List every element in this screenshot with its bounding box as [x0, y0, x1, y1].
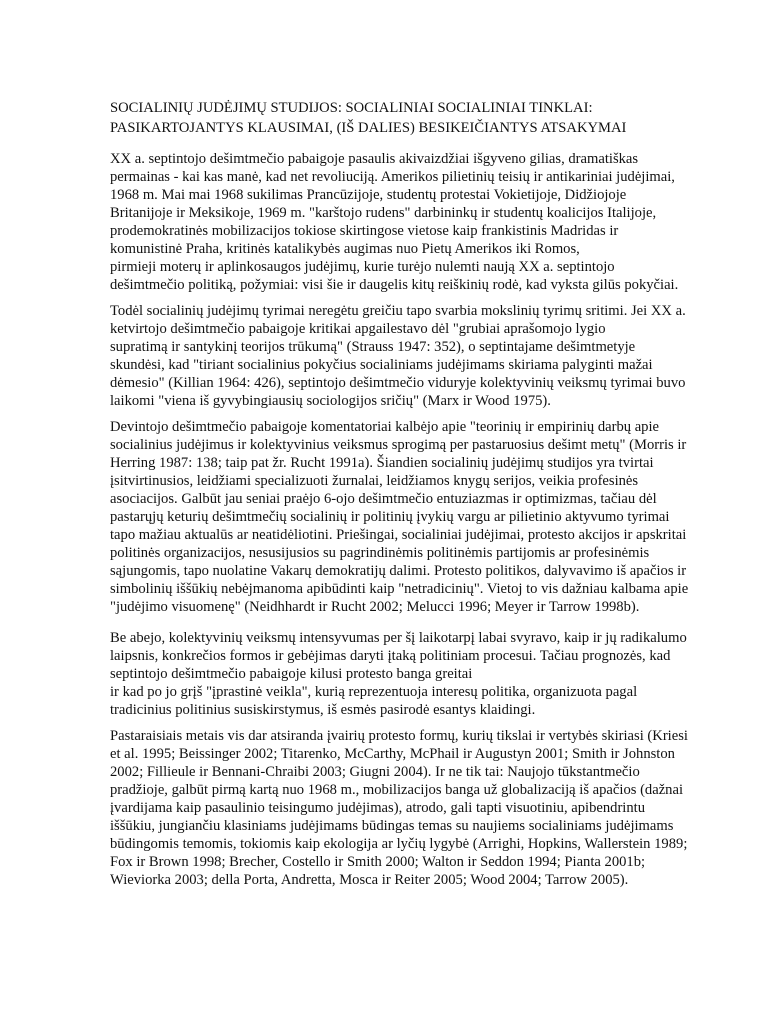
- text-line: Todėl socialinių judėjimų tyrimai neregėtu greičiu tapo svarbia mokslinių tyrimų sritimi. Jei XX a.: [110, 303, 686, 319]
- text-line: prodemokratinės mobilizacijos tokiose skirtingose vietose kaip frankistinis Madridas ir: [110, 223, 619, 239]
- text-line: permainas - kai kas manė, kad net revoliuciją. Amerikos pilietinių teisių ir antikariniai judėjimai,: [110, 169, 675, 185]
- text-line: Fox ir Brown 1998; Brecher, Costello ir Smith 2000; Walton ir Seddon 1994; Pianta 2001b;: [110, 854, 646, 870]
- text-line: sąjungomis, tapo nuolatine Vakarų demokratijų dalimi. Protesto politikos, dalyvavimo iš apačios ir: [110, 563, 687, 579]
- text-line: socialinius judėjimus ir kolektyvinius veiksmus sprogimą per pastaruosius dešimt metų" (Morris ir: [110, 437, 687, 453]
- text-line: Pastaraisiais metais vis dar atsiranda įvairių protesto formų, kurių tikslai ir vertybės skiriasi (Kriesi: [110, 728, 688, 744]
- paragraph-fluctuation: [110, 629, 755, 719]
- text-line: pirmieji moterų ir aplinkosaugos judėjimų, kurie turėjo nulemti naują XX a. septintojo: [110, 259, 615, 275]
- heading-line: SOCIALINIŲ JUDĖJIMŲ STUDIJOS: SOCIALINIAI SOCIALINIAI TINKLAI:: [110, 100, 593, 116]
- text-line: simbolinių iššūkių nebėjmanoma apibūdinti kaip "netradicinių". Vietoj to vis dažniau kalbama apie: [110, 581, 689, 597]
- text-line: laipsnis, konkrečios formos ir gebėjimas daryti įtaką politiniam procesui. Tačiau prognozės, kad: [110, 648, 671, 664]
- paragraph-research-growth: [110, 302, 755, 410]
- text-line: 1968 m. Mai mai 1968 sukilimas Prancūzijoje, studentų protestai Vokietijoje, Didžiojoje: [110, 187, 627, 203]
- text-line: tradicinius politinius susiskirstymus, iš esmės pasirodė esantys klaidingi.: [110, 702, 536, 718]
- text-line: Be abejo, kolektyvinių veiksmų intensyvumas per šį laikotarpį labai svyravo, kaip ir jų radikalumo: [110, 630, 687, 646]
- document-heading: [110, 98, 750, 138]
- text-line: supratimą ir santykinį teorijos trūkumą" (Strauss 1947: 352), o septintajame dešimtmetyje: [110, 339, 636, 355]
- paragraph-intro: [110, 150, 755, 294]
- text-line: laikomi "viena iš gyvybingiausių sociologijos sričių" (Marx ir Wood 1975).: [110, 393, 551, 409]
- text-line: dėmesio" (Killian 1964: 426), septintojo dešimtmečio viduryje kolektyvinių veiksmų tyrimai buvo: [110, 375, 686, 391]
- text-line: pradžioje, galbūt pirmą kartą nuo 1968 m., mobilizacijos banga už globalizaciją iš apačios (dažnai: [110, 782, 684, 798]
- text-line: iššūkiu, jungiančiu klasiniams judėjimams būdingas temas su naujiems socialiniams judėjimams: [110, 818, 674, 834]
- text-line: būdingomis temomis, tokiomis kaip ekologija ar lyčių lygybė (Arrighi, Hopkins, Wallerstein 1989;: [110, 836, 688, 852]
- text-line: skundėsi, kad "tiriant socialinius pokyčius socialiniams judėjimams skiriama palyginti mažai: [110, 357, 653, 373]
- text-line: "judėjimo visuomenę" (Neidhhardt ir Rucht 2002; Melucci 1996; Meyer ir Tarrow 1998b).: [110, 599, 640, 615]
- text-line: dešimtmečio politiką, požymiai: visi šie ir daugelis kitų reiškinių rodė, kad vyksta gilūs pokyčiai.: [110, 277, 679, 293]
- text-line: et al. 1995; Beissinger 2002; Titarenko, McCarthy, McPhail ir Augustyn 2001; Smith ir Johnston: [110, 746, 675, 762]
- text-line: įsitvirtinusios, leidžiami specializuoti žurnalai, leidžiamos knygų serijos, veikia profesinės: [110, 473, 639, 489]
- text-line: Wieviorka 2003; della Porta, Andretta, Mosca ir Reiter 2005; Wood 2004; Tarrow 2005).: [110, 872, 629, 888]
- text-line: 2002; Fillieule ir Bennani-Chraibi 2003; Giugni 2004). Ir ne tik tai: Naujojo tūkstantmečio: [110, 764, 640, 780]
- text-line: ketvirtojo dešimtmečio pabaigoje kritikai apgailestavo dėl "grubiai aprašomojo lygio: [110, 321, 606, 337]
- paragraph-recent-protests: [110, 727, 755, 889]
- text-line: Devintojo dešimtmečio pabaigoje komentatoriai kalbėjo apie "teorinių ir empirinių darbų apie: [110, 419, 660, 435]
- text-line: komunistinė Praha, kritinės katalikybės augimas nuo Pietų Amerikos iki Romos,: [110, 241, 580, 257]
- text-line: septintojo dešimtmečio pabaigoje kilusi protesto banga greitai: [110, 666, 473, 682]
- text-line: politinės organizacijos, nesusijusios su pagrindinėmis politinėmis partijomis ar profesinėmis: [110, 545, 650, 561]
- text-line: ir kad po jo grįš "įprastinė veikla", kurią reprezentuoja interesų politika, organizuota pagal: [110, 684, 638, 700]
- text-line: pastarųjų keturių dešimtmečių socialinių ir politinių įvykių vargu ar pilietinio aktyvumo tyrimai: [110, 509, 670, 525]
- text-line: Britanijoje ir Meksikoje, 1969 m. "karštojo rudens" darbininkų ir studentų koalicijos Italijoje,: [110, 205, 657, 221]
- text-line: įvardijama kaip pasaulinio teisingumo judėjimas), atrodo, gali tapti visuotiniu, apibendrintu: [110, 800, 646, 816]
- text-line: Herring 1987: 138; taip pat žr. Rucht 1991a). Šiandien socialinių judėjimų studijos yra tvirtai: [110, 455, 654, 471]
- heading-line: PASIKARTOJANTYS KLAUSIMAI, (IŠ DALIES) BESIKEIČIANTYS ATSAKYMAI: [110, 120, 627, 136]
- text-line: tapo mažiau aktualūs ar neatidėliotini. Priešingai, socialiniai judėjimai, protesto akcijos ir apskritai: [110, 527, 687, 543]
- text-line: asociacijos. Galbūt jau seniai praėjo 6-ojo dešimtmečio entuziazmas ir optimizmas, tačiau dėl: [110, 491, 657, 507]
- text-line: XX a. septintojo dešimtmečio pabaigoje pasaulis akivaizdžiai išgyveno gilias, dramatiškas: [110, 151, 639, 167]
- paragraph-established-field: [110, 418, 755, 616]
